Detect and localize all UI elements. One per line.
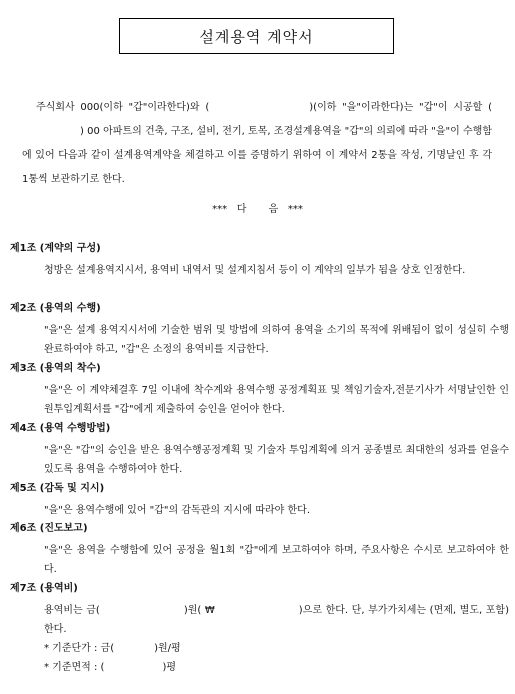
section-heading: *** 다 음 *** — [212, 204, 303, 215]
area-line — [44, 658, 509, 677]
article-7 — [10, 582, 509, 677]
document-title: 설계용역 계약서 — [119, 18, 394, 54]
fee-text-c: )으로 한다. 단, 부가가치세는 (면제, 별도, 포함)한다. — [44, 605, 509, 635]
intro-text-b: )(이하 "을"이라한다)는 "갑"이 시공할 ( — [309, 102, 492, 113]
article-body: "을"은 "갑"의 승인을 받은 용역수행공정계획 및 기술자 투입계획에 의거 공종별로 최대한의 성과를 얻을수 있도록 용역을 수행하여야 한다. — [44, 445, 509, 475]
article-2 — [10, 302, 509, 359]
unit-price-line — [44, 639, 509, 658]
article-body: "을"은 이 계약체결후 7일 이내에 착수계와 용역수행 공정계획표 및 책임기술자,전문기사가 서명날인한 인원투입계획서를 "갑"에게 제출하여 승인을 얻어야 한다. — [44, 385, 509, 415]
article-3 — [10, 362, 509, 419]
article-body: "을"은 설계 용역지시서에 기술한 범위 및 방법에 의하여 용역을 소기의 목적에 위배됨이 없이 성실히 수행완료하여야 하고, "갑"은 소정의 용역비를 지급한다. — [44, 325, 509, 355]
article-1 — [10, 242, 505, 280]
article-5 — [10, 482, 505, 520]
article-4 — [10, 422, 509, 479]
fee-text-b: )원( ₩ — [183, 605, 215, 616]
unit-price-text-b: )원/평 — [154, 643, 181, 654]
fee-clause — [44, 601, 509, 639]
article-body: "을"은 용역을 수행함에 있어 공정을 월1회 "갑"에게 보고하여야 하며, 주요사항은 수시로 보고하여야 한다. — [44, 545, 509, 575]
article-title: 제1조 (계약의 구성) — [10, 243, 101, 254]
article-title: 제2조 (용역의 수행) — [10, 303, 101, 314]
article-6 — [10, 522, 509, 579]
area-text-a: * 기준면적 : ( — [44, 662, 105, 673]
article-title: 제4조 (용역 수행방법) — [10, 423, 111, 434]
intro-paragraph — [22, 96, 492, 192]
article-body: "을"은 용역수행에 있어 "갑"의 감독관의 지시에 따라야 한다. — [44, 505, 311, 516]
article-title: 제5조 (감독 및 지시) — [10, 483, 105, 494]
article-body — [44, 601, 509, 677]
article-title: 제6조 (진도보고) — [10, 523, 88, 534]
article-body: 청방은 설계용역지시서, 용역비 내역서 및 설계지침서 등이 이 계약의 일부가 됨을 상호 인정한다. — [44, 265, 466, 276]
fee-text-a: 용역비는 금( — [44, 605, 100, 616]
intro-text-a: 주식회사 000(이하 "갑"이라한다)와 ( — [36, 102, 210, 113]
intro-text-c: ) 00 아파트의 건축, 구조, 설비, 전기, 토목, 조경설계용역을 "갑"의 의뢰에 따라 "을"이 수행함에 있어 다음과 같이 설계용역계약을 체결하고 이를 증명하기 위하여 이 계약서 2통을 작성, 기명날인 후 각 1통씩 보관하기로 한다. — [22, 126, 492, 185]
article-title: 제7조 (용역비) — [10, 583, 78, 594]
unit-price-text-a: * 기준단가 : 금( — [44, 643, 115, 654]
area-text-b: )평 — [162, 662, 177, 673]
article-title: 제3조 (용역의 착수) — [10, 363, 101, 374]
